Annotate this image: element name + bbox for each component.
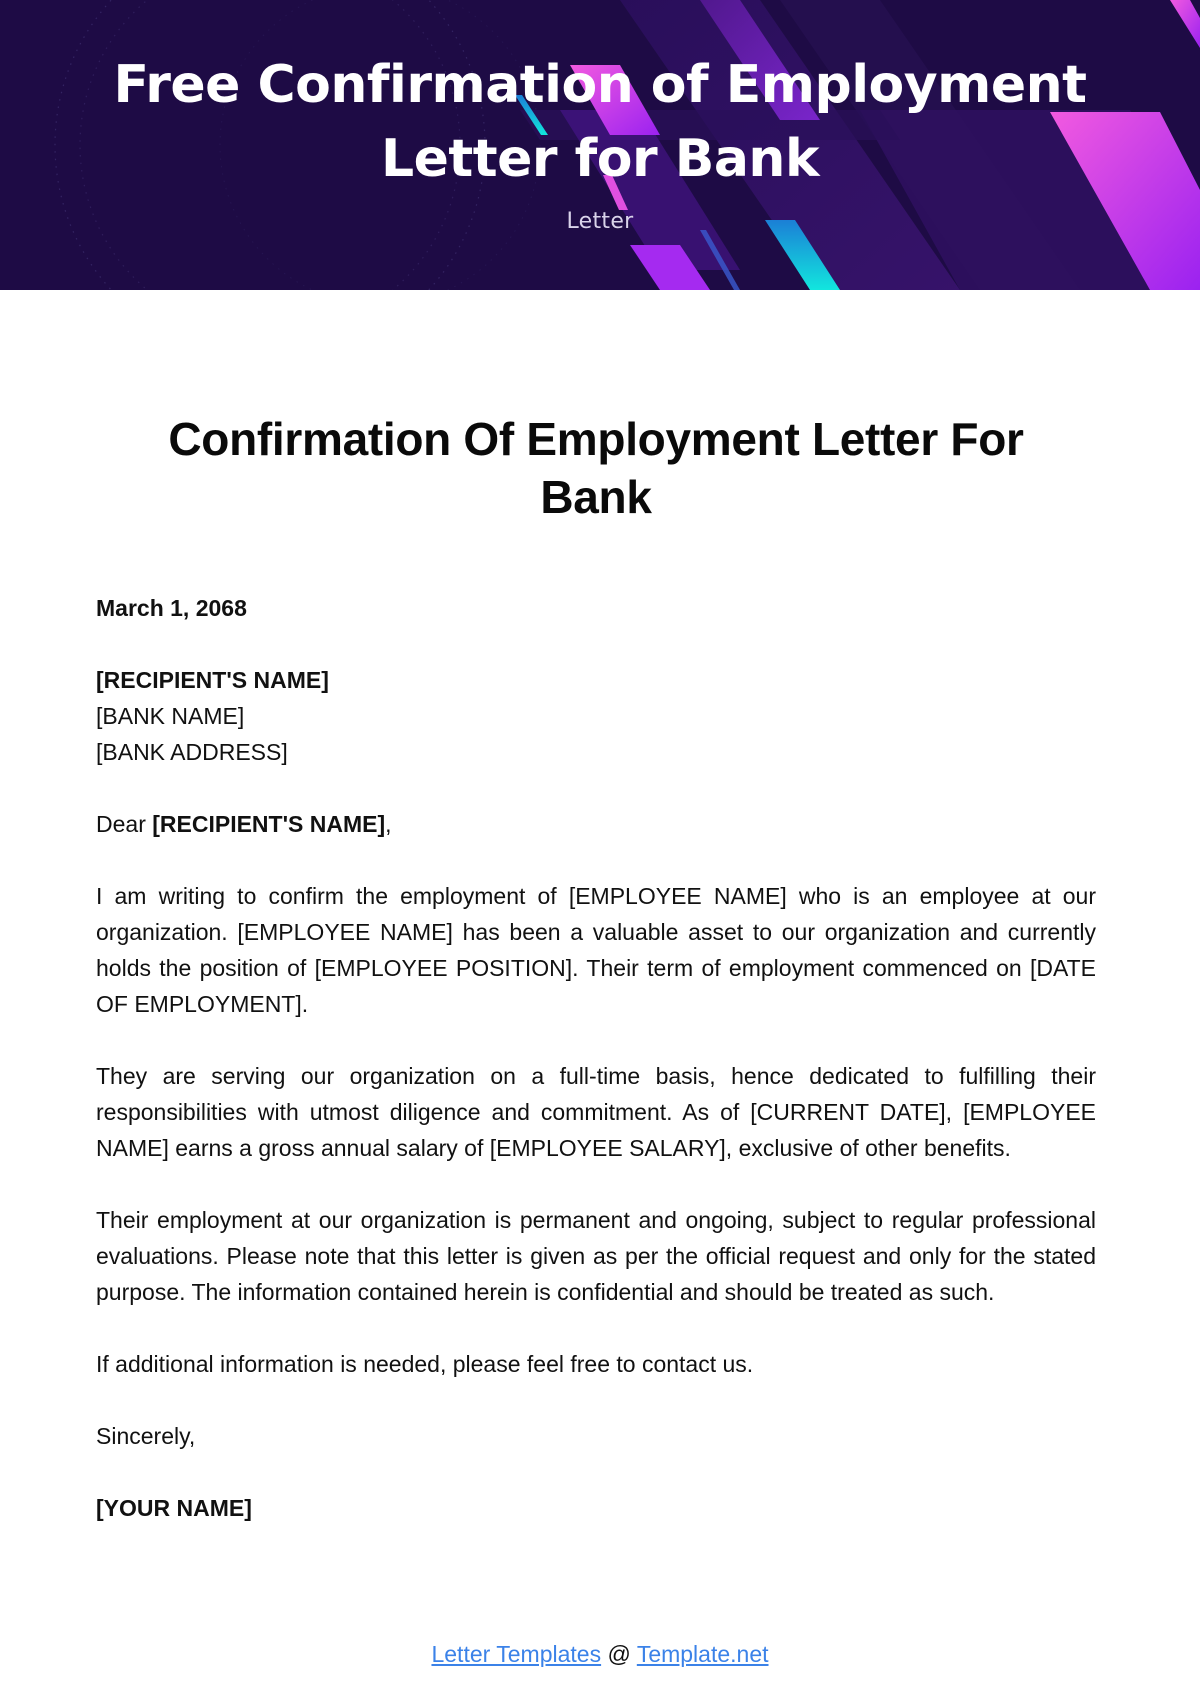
letter-date: March 1, 2068: [96, 595, 247, 621]
spacer: [96, 1022, 1096, 1058]
banner-subtitle: Letter: [566, 209, 634, 234]
spacer: [96, 1454, 1096, 1490]
spacer: [96, 1310, 1096, 1346]
header-banner: [0, 0, 1200, 290]
body-paragraph-3: Their employment at our organization is permanent and ongoing, subject to regular professional evaluations. Please note that this letter is given as per the official request and only for the stated purpose. The information contained herein is confidential and should be treated as such.: [96, 1207, 1096, 1305]
salutation-suffix: ,: [385, 811, 392, 837]
banner-title-line-2: Letter for Bank: [380, 129, 820, 189]
template-net-link[interactable]: Template.net: [636, 1641, 769, 1667]
salutation-prefix: Dear: [96, 811, 153, 837]
recipient-name: [RECIPIENT'S NAME]: [96, 667, 329, 693]
bank-address: [BANK ADDRESS]: [96, 739, 288, 765]
letter-document: [96, 410, 1096, 1526]
document-title-line-1: Confirmation Of Employment Letter For: [168, 413, 1024, 465]
body-paragraph-2: They are serving our organization on a full-time basis, hence dedicated to fulfilling their responsibilities with utmost diligence and commitment. As of [CURRENT DATE], [EMPLOYEE NAME] earns a gross annual salary of [EMPLOYEE SALARY], exclusive of other benefits.: [96, 1063, 1096, 1161]
banner-title: [0, 48, 1200, 196]
footer-separator: @: [601, 1641, 637, 1667]
letter-templates-link[interactable]: Letter Templates: [431, 1641, 602, 1667]
body-paragraph-4: If additional information is needed, please feel free to contact us.: [96, 1351, 754, 1377]
spacer: [96, 770, 1096, 806]
signature-name: [YOUR NAME]: [96, 1495, 252, 1521]
document-title-line-2: Bank: [540, 471, 652, 523]
spacer: [96, 842, 1096, 878]
spacer: [96, 626, 1096, 662]
spacer: [96, 1382, 1096, 1418]
bank-name: [BANK NAME]: [96, 703, 245, 729]
salutation: [96, 806, 1096, 842]
document-title: [96, 410, 1096, 526]
body-paragraph-1: I am writing to confirm the employment of [EMPLOYEE NAME] who is an employee at our organization. [EMPLOYEE NAME] has been a valuable asset to our organization and currently holds the position of [EMPLOYEE POSITION]. Their term of employment commenced on [DATE OF EMPLOYMENT].: [96, 883, 1096, 1017]
salutation-name: [RECIPIENT'S NAME]: [152, 811, 386, 837]
banner-title-line-1: Free Confirmation of Employment: [113, 55, 1087, 115]
footer-attribution: [0, 1636, 1200, 1672]
closing: Sincerely,: [96, 1423, 196, 1449]
recipient-block: [96, 662, 1096, 770]
spacer: [96, 1166, 1096, 1202]
